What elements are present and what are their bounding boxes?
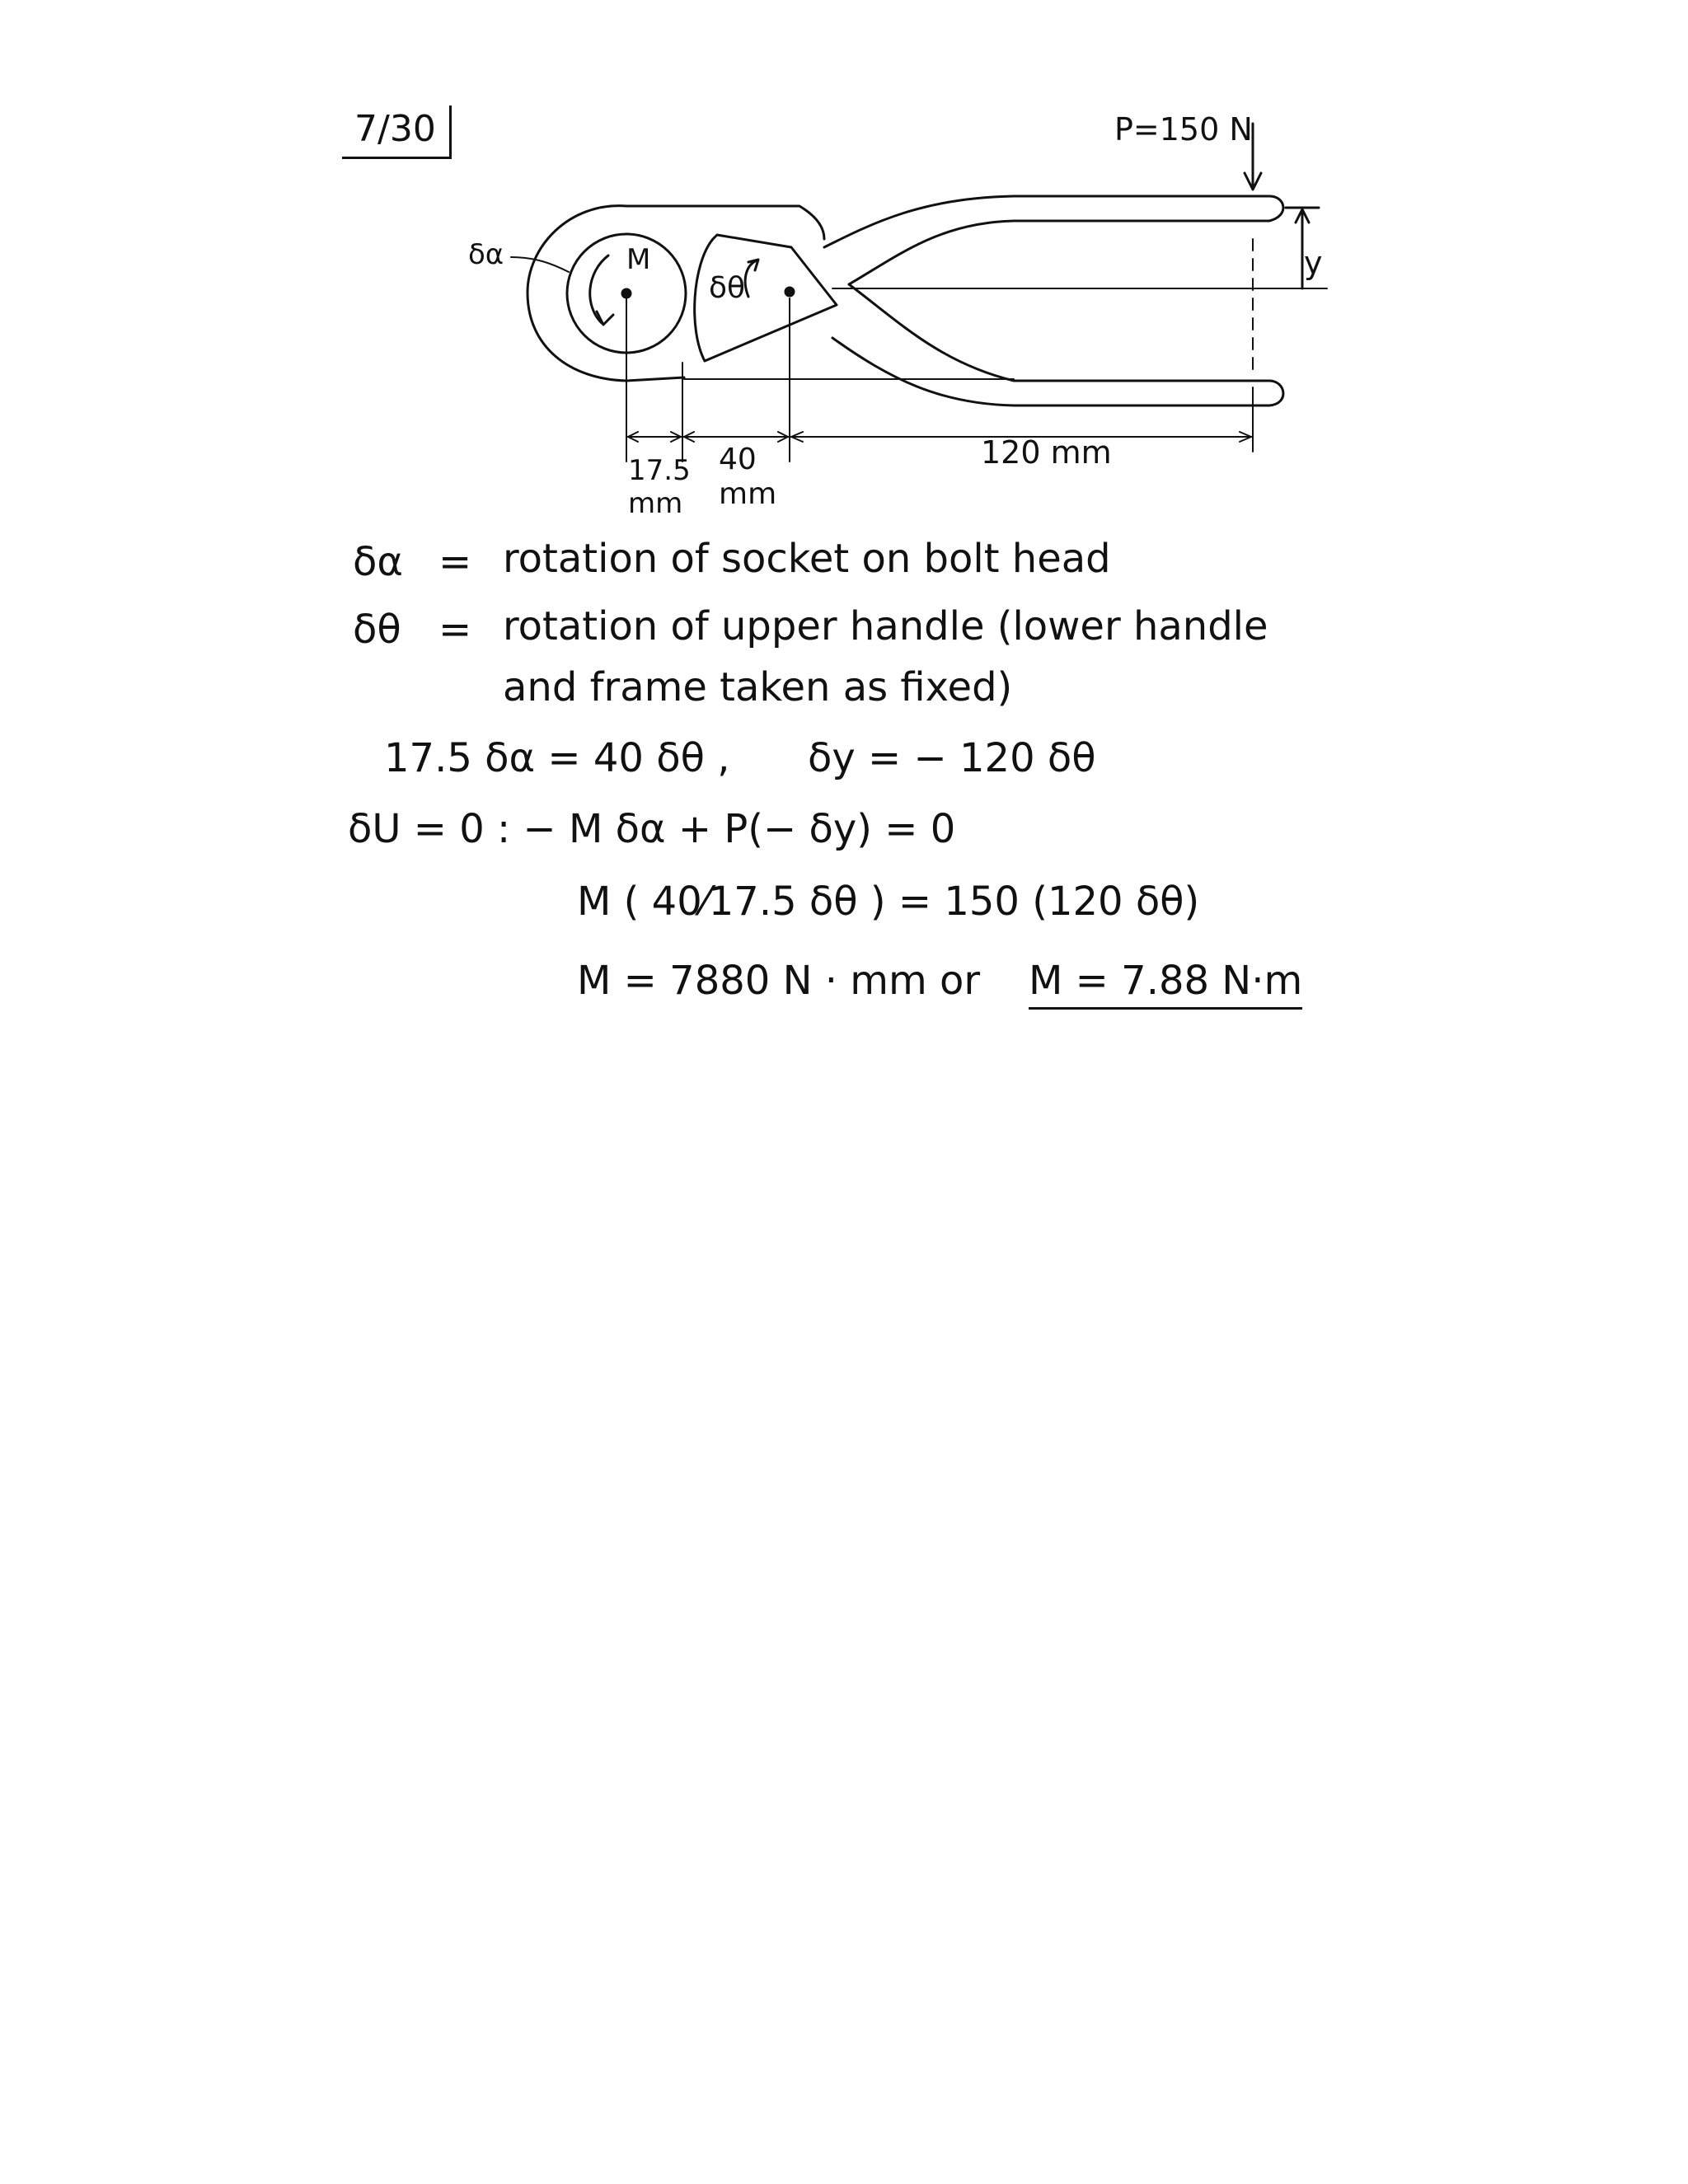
virtual-work-equation: δU = 0 : − M δα + P(− δy) = 0 (348, 806, 956, 852)
dalpha-label: δα (468, 238, 504, 271)
moment-label: M (626, 243, 651, 276)
upper-handle-top (824, 196, 1283, 284)
dimension-b-value: 40 (719, 443, 757, 476)
dimension-a-unit: mm (628, 487, 683, 520)
lower-handle-bottom (832, 284, 1283, 405)
final-answer: M = 7.88 N·m (1029, 961, 1302, 1010)
moment-curl (590, 255, 608, 323)
frame-head (528, 206, 684, 381)
pivot-dot (785, 288, 794, 296)
result-equation: M = 7880 N · mm or (577, 958, 981, 1004)
dtheta-label: δθ (709, 271, 746, 305)
load-label: P=150 N (1114, 111, 1253, 148)
definition-equals: = (438, 539, 472, 585)
definition-symbol: δα (353, 539, 404, 585)
substituted-equation: M ( 40⁄17.5 δθ ) = 150 (120 δθ) (577, 879, 1200, 925)
y-label: y (1304, 245, 1323, 281)
definition-symbol: δθ (353, 607, 401, 653)
definition-text: rotation of upper handle (lower handle (503, 603, 1268, 649)
dimension-c-value: 120 mm (981, 434, 1112, 471)
dtheta-arrow (745, 260, 757, 297)
definition-text-continued: and frame taken as fixed) (503, 664, 1013, 710)
displacement-relation: δy = − 120 δθ (808, 735, 1096, 781)
moment-curl-head (597, 312, 613, 325)
kinematic-relation: 17.5 δα = 40 δθ , (384, 735, 730, 781)
definition-text: rotation of socket on bolt head (503, 536, 1111, 582)
dalpha-leader (511, 257, 569, 272)
socket-center-dot (622, 289, 631, 298)
dimension-a-value: 17.5 (628, 454, 691, 487)
definition-equals: = (438, 607, 472, 653)
problem-number: 7/30 (354, 108, 436, 150)
frame-top (626, 206, 824, 239)
dimension-b-unit: mm (719, 477, 777, 511)
